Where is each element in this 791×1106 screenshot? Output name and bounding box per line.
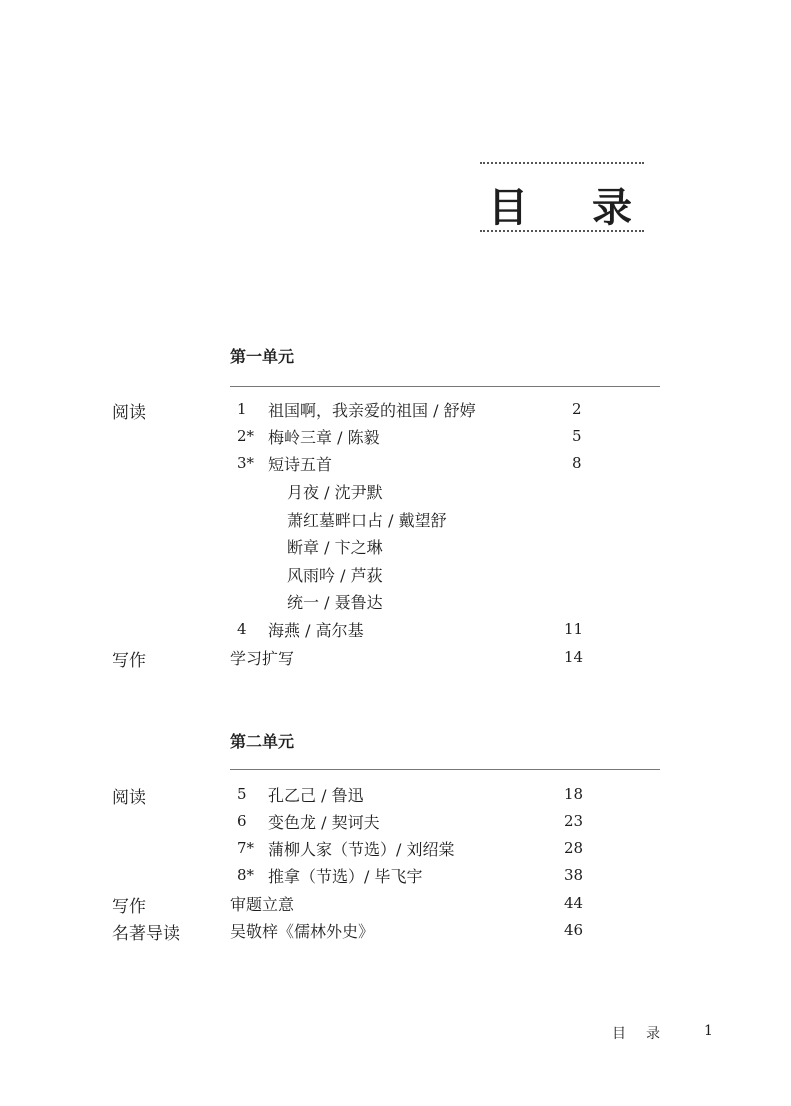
toc-category: 写作 [112,651,146,671]
toc-page-number: 2 [572,400,582,418]
toc-sub-entry[interactable]: 统一 / 聂鲁达 [287,593,383,612]
toc-page-number: 18 [564,785,584,803]
toc-number: 5 [237,785,247,803]
toc-number: 3* [237,454,255,472]
toc-entry-title[interactable]: 孔乙己 / 鲁迅 [268,786,364,805]
toc-entry-title[interactable]: 祖国啊，我亲爱的祖国 / 舒婷 [268,401,476,420]
toc-number: 6 [237,812,247,830]
footer-label-char-2: 录 [646,1026,660,1042]
toc-page-number: 5 [572,427,582,445]
toc-entry-title[interactable]: 梅岭三章 / 陈毅 [268,428,380,447]
title-top-dotted-rule [480,162,644,164]
toc-sub-entry[interactable]: 断章 / 卞之琳 [287,538,383,557]
toc-sub-entry[interactable]: 月夜 / 沈尹默 [287,483,383,502]
unit-2-rule [230,769,660,770]
toc-category: 阅读 [112,788,146,808]
toc-category: 名著导读 [112,924,180,944]
toc-entry-title[interactable]: 吴敬梓《儒林外史》 [230,922,375,941]
toc-entry-title[interactable]: 短诗五首 [268,455,333,474]
toc-category: 阅读 [112,403,146,423]
toc-page-number: 11 [564,620,584,638]
toc-number: 2* [237,427,255,445]
toc-entry-title[interactable]: 学习扩写 [230,649,295,668]
toc-page-number: 28 [564,839,584,857]
footer-label-char-1: 目 [612,1026,626,1042]
page-title-char-1: 目 [488,184,528,231]
toc-page-number: 38 [564,866,584,884]
toc-page-number: 14 [564,648,584,666]
toc-entry-title[interactable]: 变色龙 / 契诃夫 [268,813,380,832]
toc-page-number: 23 [564,812,584,830]
toc-entry-title[interactable]: 推拿（节选）/ 毕飞宇 [268,867,423,886]
toc-number: 8* [237,866,255,884]
toc-category: 写作 [112,897,146,917]
toc-sub-entry[interactable]: 萧红墓畔口占 / 戴望舒 [287,511,447,530]
unit-2-title: 第二单元 [230,732,295,751]
toc-page-number: 44 [564,894,584,912]
toc-sub-entry[interactable]: 风雨吟 / 芦荻 [287,566,383,585]
unit-1-title: 第一单元 [230,347,295,366]
page-title-char-2: 录 [592,184,632,231]
toc-page-number: 46 [564,921,584,939]
toc-page-number: 8 [572,454,582,472]
toc-entry-title[interactable]: 海燕 / 高尔基 [268,621,364,640]
toc-number: 7* [237,839,255,857]
toc-entry-title[interactable]: 蒲柳人家（节选）/ 刘绍棠 [268,840,455,859]
footer-page-number: 1 [704,1023,713,1039]
toc-number: 4 [237,620,247,638]
toc-entry-title[interactable]: 审题立意 [230,895,295,914]
unit-1-rule [230,386,660,387]
title-bottom-dotted-rule [480,230,644,232]
toc-number: 1 [237,400,247,418]
